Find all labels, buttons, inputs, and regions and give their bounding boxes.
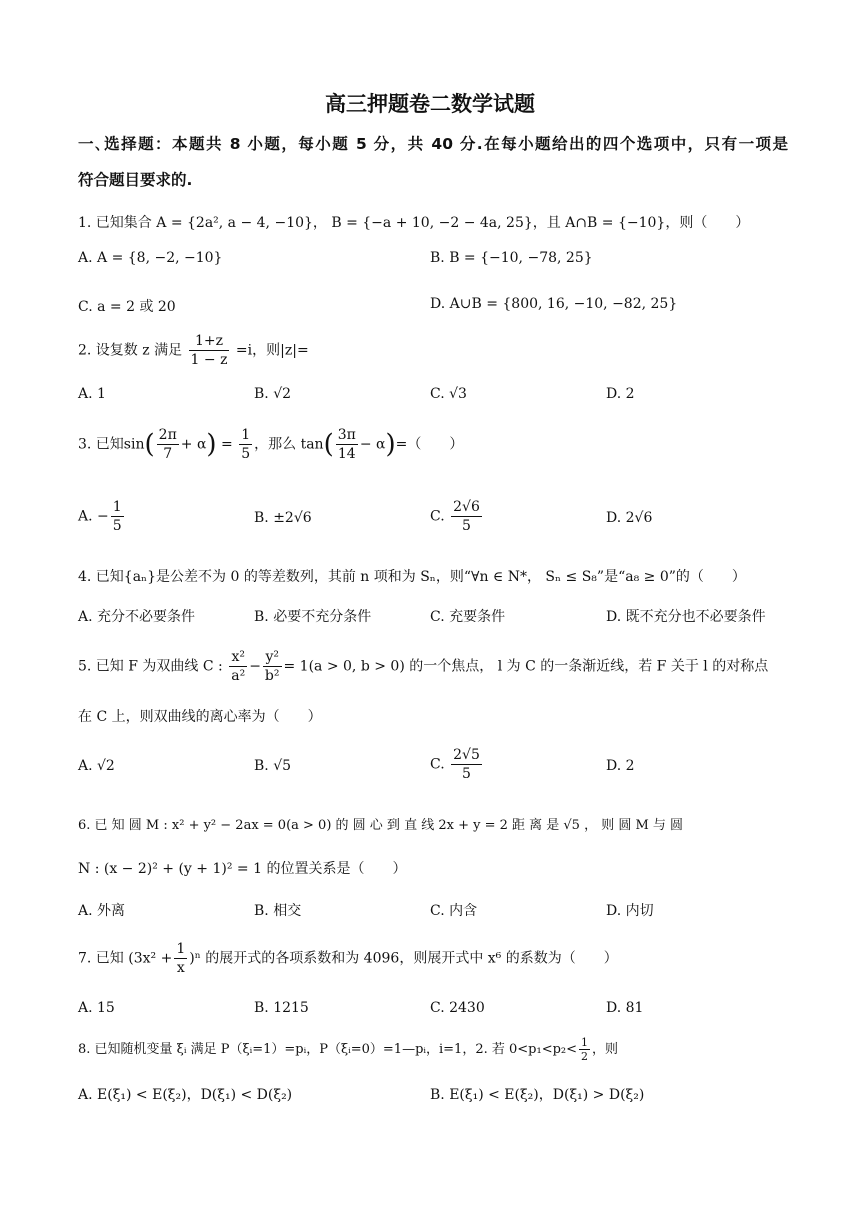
q3-arg1-post: + α [180,436,207,453]
q2-stem-post: =i，则|z|= [235,342,309,359]
q1-option-a: A. A = {8, −2, −10} [78,250,223,266]
q6-option-c: C. 内含 [430,903,478,919]
q7-stem-post: 的展开式的各项系数和为 4096，则展开式中 x⁶ 的系数为（ ） [205,950,618,967]
q5-stem-post: = 1(a > 0, b > 0) 的一个焦点， l 为 C 的一条渐近线，若 F 关于 l 的对称点 [283,658,769,675]
q7-fraction-denominator: x [176,960,185,976]
q3-value-numerator: 1 [241,427,251,443]
q3-option-c-fraction [451,498,482,535]
q2-option-d: D. 2 [606,386,635,402]
q7-fraction [174,940,187,977]
q8-stem [78,1036,788,1063]
q8-option-a: A. E(ξ₁) < E(ξ₂)，D(ξ₁) < D(ξ₂) [78,1087,293,1103]
q7-option-c: C. 2430 [430,1000,485,1016]
q5-x-fraction [229,648,247,685]
q5-stem: 5. 已知 F 为双曲线 C : $\frac{\text{x²}}{\text{a²}}$ − $\frac{\text{y²}}{\text{b²}}$ = 1(a > 0, b > 0) 的一个焦点， l 为 C 的一条渐近线，若 F 关于 l 的对称点 [78,649,769,684]
q2-fraction-numerator: 1+z [189,332,230,351]
q5-y-numerator: y² [263,648,282,667]
q3-option-a-label: A. [78,508,93,525]
q3-option-c [430,498,484,535]
q5-option-a: A. √2 [78,758,115,774]
q8-half-numerator: 1 [581,1036,589,1049]
q3-option-a-numerator: 1 [112,499,122,515]
q8-half-fraction [579,1036,590,1063]
q3-arg2-denominator: 14 [337,446,356,462]
q3-arg1-denominator: 7 [163,446,173,462]
q7-option-d: D. 81 [606,1000,644,1016]
q8-stem-pre: 8. 已知随机变量 ξᵢ 满足 P（ξᵢ=1）=pᵢ，P（ξᵢ=0）=1—pᵢ，i=1，2. 若 0<p₁<p₂< [78,1042,578,1057]
q2-option-c: C. √3 [430,386,467,402]
q6-option-d: D. 内切 [606,903,654,919]
q3-stem-mid: ，那么 tan [254,436,324,453]
q1-option-d: D. A∪B = {800, 16, −10, −82, 25} [430,296,678,312]
q3-arg2-post: − α [359,436,386,453]
q6-option-b: B. 相交 [254,903,302,919]
q3-stem-end: =（ ） [395,436,464,453]
q5-option-d: D. 2 [606,758,635,774]
q7-stem [78,940,788,977]
q4-option-d: D. 既不充分也不必要条件 [606,609,766,625]
q5-option-c-fraction [451,746,482,783]
section-heading-line2: 符合题目要求的. [78,171,193,189]
q2-stem-pre: 2. 设复数 z 满足 [78,342,183,359]
q2-fraction [189,332,230,369]
q3-option-d: D. 2√6 [606,510,653,526]
q3-value-denominator: 5 [241,446,251,462]
q8-stem-post: ，则 [592,1042,619,1057]
q5-stem-line2: 在 C 上，则双曲线的离心率为（ ） [78,709,322,725]
q2-option-b: B. √2 [254,386,292,402]
q7-fraction-numerator: 1 [176,941,186,957]
q5-y-fraction [263,648,282,685]
q3-option-c-label: C. [430,508,445,525]
q4-stem: 4. 已知{aₙ}是公差不为 0 的等差数列，其前 n 项和为 Sₙ，则“∀n ∈ N*， Sₙ ≤ S₈”是“a₈ ≥ 0”的（ ） [78,569,746,585]
page-title: 高三押题卷二数学试题 [325,92,535,116]
q1-option-c: C. a = 2 或 20 [78,299,176,315]
q6-option-a: A. 外离 [78,903,126,919]
q3-value-fraction [239,426,252,463]
q7-stem-pre: 7. 已知 [78,950,124,967]
q7-option-a: A. 15 [78,1000,115,1016]
q4-option-c: C. 充要条件 [430,609,506,625]
q3-arg1-numerator: 2π [158,427,177,443]
q5-x-numerator: x² [229,648,247,667]
q4-option-b: B. 必要不充分条件 [254,609,372,625]
q5-option-b: B. √5 [254,758,292,774]
q7-option-b: B. 1215 [254,1000,309,1016]
q3-arg2-fraction [336,426,358,463]
q3-option-a-sign: − [97,508,109,525]
q7-expression-b: )ⁿ [189,950,201,967]
q5-option-c-numerator: 2√5 [453,747,480,763]
q3-option-c-denominator: 5 [462,518,471,534]
q8-option-b: B. E(ξ₁) < E(ξ₂)，D(ξ₁) > D(ξ₂) [430,1087,645,1103]
q3-arg1-fraction [157,426,179,463]
q5-stem-pre: 5. 已知 F 为双曲线 C : [78,658,223,675]
q5-option-c-label: C. [430,756,445,773]
q1-stem: 1. 已知集合 A = {2a², a − 4, −10}， B = {−a + 10, −2 − 4a, 25}，且 A∩B = {−10}，则（ ） [78,215,750,231]
q5-y-denominator: b² [264,668,280,684]
q3-arg2-numerator: 3π [337,427,356,443]
section-heading-line1: 一､选择题：本题共 8 小题，每小题 5 分，共 40 分.在每小题给出的四个选项中，只有一项是 [78,135,788,153]
q3-option-b: B. ±2√6 [254,510,312,526]
q1-option-b: B. B = {−10, −78, 25} [430,250,593,266]
q2-option-a: A. 1 [78,386,106,402]
q7-expression-a: (3x² + [128,950,173,967]
q6-stem-line1: 6. 已 知 圆 M : x² + y² − 2ax = 0(a > 0) 的 圆 心 到 直 线 2x + y = 2 距 离 是 √5 ， 则 圆 M 与 圆 [78,818,684,833]
q2-stem [78,332,788,369]
q2-fraction-denominator: 1 − z [190,352,228,368]
q3-option-a-denominator: 5 [112,518,122,534]
q5-option-c-denominator: 5 [462,766,471,782]
q3-stem-pre: 3. 已知sin [78,436,145,453]
q5-option-c [430,746,484,783]
q6-stem-line2: N : (x − 2)² + (y + 1)² = 1 的位置关系是（ ） [78,861,407,877]
q5-x-denominator: a² [231,668,246,684]
q3-option-a-fraction [111,498,124,535]
q4-option-a: A. 充分不必要条件 [78,609,196,625]
q8-half-denominator: 2 [581,1050,589,1063]
q3-option-a [78,498,126,535]
q3-stem: 3. 已知sin( $\frac{2\pi}{7}$ + α) = $\frac{1}{5}$ ，那么 tan( $\frac{3\pi}{14}$ − α)=（ ） [78,427,464,462]
q3-option-c-numerator: 2√6 [453,499,480,515]
